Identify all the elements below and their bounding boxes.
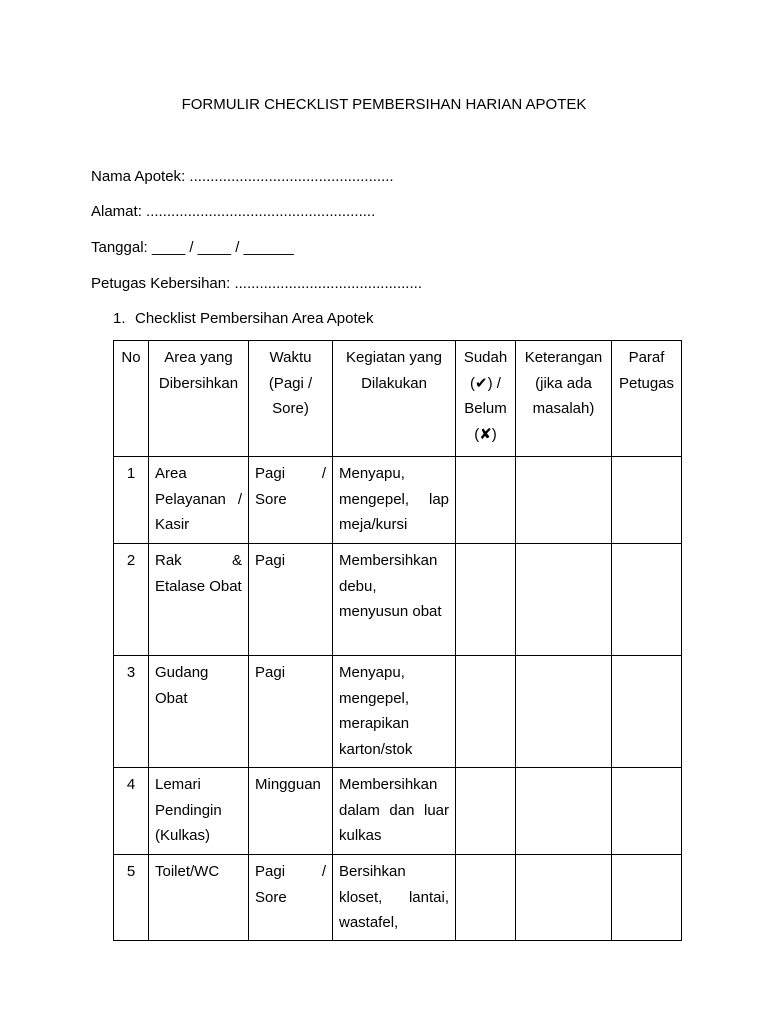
header-paraf: Paraf Petugas — [612, 341, 682, 457]
cell-keterangan[interactable] — [516, 656, 612, 768]
field-nama-value: : ................................................. — [181, 168, 394, 185]
cell-no: 5 — [114, 855, 149, 941]
header-waktu: Waktu (Pagi / Sore) — [249, 341, 333, 457]
cell-no: 1 — [114, 457, 149, 544]
cell-keterangan[interactable] — [516, 855, 612, 941]
field-alamat — [91, 203, 375, 220]
cell-waktu: Pagi — [249, 544, 333, 656]
cell-area: Toilet/WC — [149, 855, 249, 941]
header-kegiatan: Kegiatan yang Dilakukan — [333, 341, 456, 457]
field-petugas-label: Petugas Kebersihan — [91, 275, 227, 292]
cell-kegiatan: Membersihkan debu, menyusun obat — [333, 544, 456, 656]
header-area: Area yang Dibersihkan — [149, 341, 249, 457]
table-row — [114, 768, 682, 855]
field-petugas-value: : ............................................. — [226, 275, 422, 292]
cell-no: 3 — [114, 656, 149, 768]
header-keterangan: Keterangan (jika ada masalah) — [516, 341, 612, 457]
cell-paraf[interactable] — [612, 656, 682, 768]
header-no: No — [114, 341, 149, 457]
cell-area: Area Pelayanan / Kasir — [149, 457, 249, 544]
field-nama-label: Nama Apotek — [91, 168, 182, 185]
cell-keterangan[interactable] — [516, 544, 612, 656]
table-row — [114, 544, 682, 656]
field-tanggal-label: Tanggal — [91, 239, 144, 256]
cell-no: 2 — [114, 544, 149, 656]
cell-waktu: Pagi / Sore — [249, 457, 333, 544]
cell-kegiatan: Menyapu, mengepel, merapikan karton/stok — [333, 656, 456, 768]
cell-paraf[interactable] — [612, 768, 682, 855]
field-petugas — [91, 275, 422, 292]
cell-status[interactable] — [456, 855, 516, 941]
field-tanggal — [91, 239, 294, 256]
cell-keterangan[interactable] — [516, 768, 612, 855]
field-alamat-label: Alamat — [91, 203, 138, 220]
cell-waktu: Pagi / Sore — [249, 855, 333, 941]
cell-area: Gudang Obat — [149, 656, 249, 768]
cell-area: Lemari Pendingin (Kulkas) — [149, 768, 249, 855]
cell-status[interactable] — [456, 544, 516, 656]
cell-paraf[interactable] — [612, 544, 682, 656]
table-row — [114, 656, 682, 768]
cell-waktu: Mingguan — [249, 768, 333, 855]
cell-paraf[interactable] — [612, 855, 682, 941]
cell-waktu: Pagi — [249, 656, 333, 768]
section-number: 1. — [113, 310, 126, 327]
cell-kegiatan: Membersihkan dalam dan luar kulkas — [333, 768, 456, 855]
table-row — [114, 855, 682, 941]
table-header-row — [114, 341, 682, 457]
cell-no: 4 — [114, 768, 149, 855]
table-row — [114, 457, 682, 544]
page-title: FORMULIR CHECKLIST PEMBERSIHAN HARIAN APOTEK — [181, 96, 587, 113]
section-title: Checklist Pembersihan Area Apotek — [135, 310, 374, 327]
field-tanggal-value: : ____ / ____ / ______ — [143, 239, 294, 256]
cell-status[interactable] — [456, 768, 516, 855]
cell-status[interactable] — [456, 656, 516, 768]
cell-kegiatan: Menyapu, mengepel, lap meja/kursi — [333, 457, 456, 544]
field-nama-apotek — [91, 168, 394, 185]
cell-status[interactable] — [456, 457, 516, 544]
cell-area: Rak & Etalase Obat — [149, 544, 249, 656]
field-alamat-value: : ....................................................... — [137, 203, 376, 220]
section-heading — [113, 310, 373, 327]
checklist-table — [113, 340, 682, 941]
cell-keterangan[interactable] — [516, 457, 612, 544]
header-status: Sudah (✔) / Belum (✘) — [456, 341, 516, 457]
cell-kegiatan: Bersihkan kloset, lantai, wastafel, — [333, 855, 456, 941]
cell-paraf[interactable] — [612, 457, 682, 544]
